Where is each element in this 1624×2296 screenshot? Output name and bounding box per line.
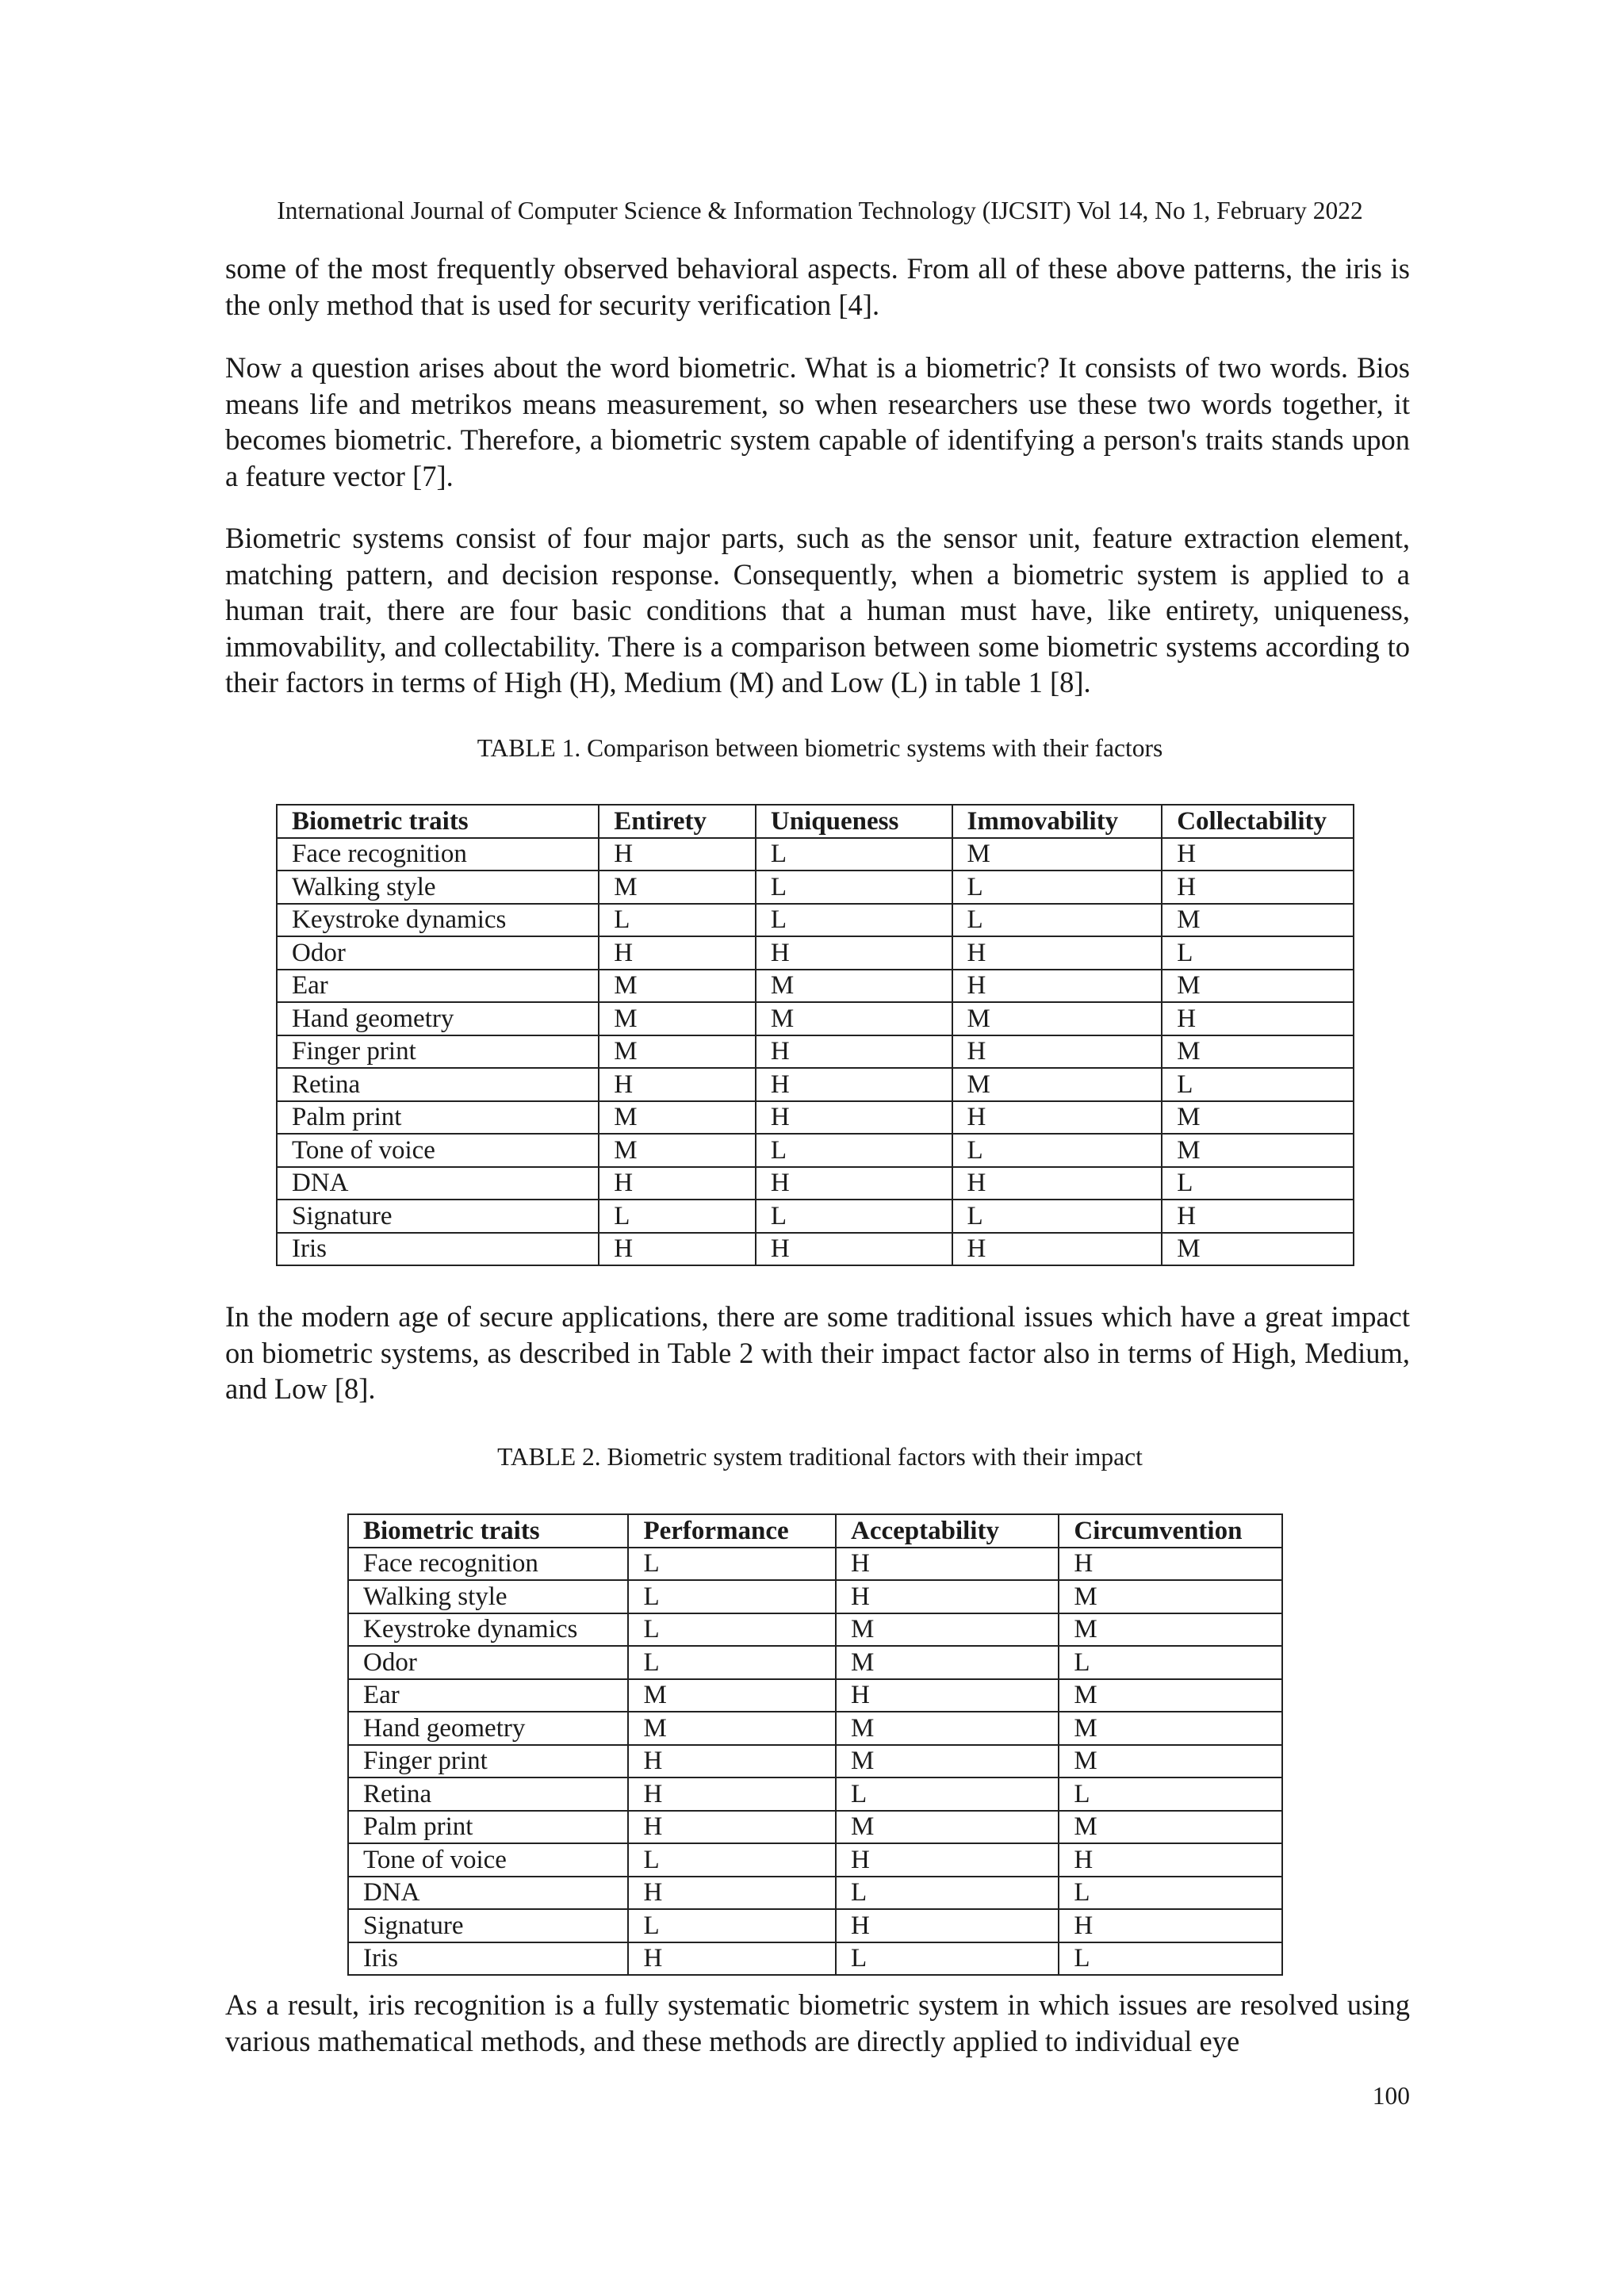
- table2-row: [348, 1646, 1282, 1679]
- table1-header-row: [277, 805, 1354, 838]
- table1-rating-cell: M: [952, 838, 1162, 871]
- table2-trait-cell: Hand geometry: [348, 1712, 628, 1745]
- table1-trait-cell: Odor: [277, 936, 599, 970]
- table2-trait-cell: Iris: [348, 1942, 628, 1976]
- table2-rating-cell: M: [628, 1679, 836, 1712]
- table1-rating-cell: M: [599, 1101, 756, 1135]
- table1-header-cell: Immovability: [952, 805, 1162, 838]
- table1-rating-cell: M: [599, 871, 756, 904]
- table1-rating-cell: H: [1162, 1002, 1354, 1035]
- paragraph-intro-continuation: some of the most frequently observed behavioral aspects. From all of these above patterns, the iris is the only method that is used for security verification [4].: [225, 252, 1410, 321]
- table2-rating-cell: L: [628, 1646, 836, 1679]
- table2-rating-cell: H: [1059, 1843, 1282, 1877]
- table1-rating-cell: M: [599, 970, 756, 1003]
- table2-row: [348, 1877, 1282, 1910]
- table1-rating-cell: H: [756, 1035, 952, 1069]
- table2-row: [348, 1712, 1282, 1745]
- table2-rating-cell: M: [1059, 1580, 1282, 1613]
- table2-row: [348, 1580, 1282, 1613]
- table2-trait-cell: Signature: [348, 1909, 628, 1942]
- table2-rating-cell: L: [1059, 1942, 1282, 1976]
- table2-rating-cell: L: [836, 1777, 1059, 1811]
- table1-body: [277, 838, 1354, 1266]
- table2-rating-cell: H: [628, 1942, 836, 1976]
- table2-header-cell: Acceptability: [836, 1514, 1059, 1548]
- table1-rating-cell: M: [1162, 1035, 1354, 1069]
- table1-header-cell: Uniqueness: [756, 805, 952, 838]
- table2-trait-cell: Palm print: [348, 1811, 628, 1844]
- table2-row: [348, 1548, 1282, 1581]
- table2-header-cell: Performance: [628, 1514, 836, 1548]
- table1-trait-cell: Walking style: [277, 871, 599, 904]
- table1-row: [277, 1167, 1354, 1200]
- table1-rating-cell: M: [599, 1035, 756, 1069]
- table1-rating-cell: L: [756, 1200, 952, 1233]
- table1-row: [277, 1068, 1354, 1101]
- table2-rating-cell: M: [1059, 1613, 1282, 1647]
- table2-rating-cell: H: [836, 1843, 1059, 1877]
- table1: [276, 804, 1354, 1266]
- paragraph-traditional-issues: In the modern age of secure applications, there are some traditional issues which have a great impact on biometric systems, as described in Table 2 with their impact factor also in terms of High, Medium, and Low [8].: [225, 1300, 1410, 1405]
- table1-trait-cell: Retina: [277, 1068, 599, 1101]
- table1-rating-cell: H: [1162, 838, 1354, 871]
- table1-rating-cell: H: [952, 1101, 1162, 1135]
- table2-row: [348, 1745, 1282, 1778]
- table1-rating-cell: H: [1162, 1200, 1354, 1233]
- table1-header-cell: Entirety: [599, 805, 756, 838]
- paragraph-iris-conclusion: As a result, iris recognition is a fully systematic biometric system in which issues are resolved using various mathematical methods, and these methods are directly applied to individual eye: [225, 1988, 1410, 2057]
- table1-trait-cell: Ear: [277, 970, 599, 1003]
- running-header: International Journal of Computer Science & Information Technology (IJCSIT) Vol 14, No 1, February 2022: [277, 197, 1363, 224]
- paragraph-biometric-parts: Biometric systems consist of four major parts, such as the sensor unit, feature extraction element, matching pattern, and decision response. Consequently, when a biometric system is applied to a human trait, there are four basic conditions that a human must have, like entirety, uniqueness, immovability, and collectability. There is a comparison between some biometric systems according to their factors in terms of High (H), Medium (M) and Low (L) in table 1 [8].: [225, 522, 1410, 698]
- table2-row: [348, 1613, 1282, 1647]
- table2-rating-cell: H: [628, 1811, 836, 1844]
- table2-rating-cell: H: [836, 1679, 1059, 1712]
- table2-trait-cell: Odor: [348, 1646, 628, 1679]
- table1-rating-cell: M: [952, 1068, 1162, 1101]
- table1-trait-cell: Finger print: [277, 1035, 599, 1069]
- table1-rating-cell: M: [952, 1002, 1162, 1035]
- table1-trait-cell: Palm print: [277, 1101, 599, 1135]
- table2-rating-cell: H: [1059, 1909, 1282, 1942]
- table2-rating-cell: L: [1059, 1777, 1282, 1811]
- table1-rating-cell: H: [599, 838, 756, 871]
- table1-caption: TABLE 1. Comparison between biometric systems with their factors: [477, 734, 1163, 762]
- table1-row: [277, 904, 1354, 937]
- table2-body: [348, 1548, 1282, 1976]
- table2-row: [348, 1942, 1282, 1976]
- table1-rating-cell: L: [952, 1200, 1162, 1233]
- table1-row: [277, 936, 1354, 970]
- table1-row: [277, 1134, 1354, 1167]
- table2-rating-cell: M: [628, 1712, 836, 1745]
- table2-rating-cell: H: [628, 1777, 836, 1811]
- table2-rating-cell: L: [1059, 1877, 1282, 1910]
- table1-rating-cell: L: [756, 1134, 952, 1167]
- table2-row: [348, 1811, 1282, 1844]
- table1-rating-cell: H: [756, 1233, 952, 1266]
- table1-rating-cell: L: [756, 871, 952, 904]
- table1-rating-cell: H: [952, 1035, 1162, 1069]
- table1-row: [277, 1101, 1354, 1135]
- table2-row: [348, 1777, 1282, 1811]
- table1-rating-cell: H: [952, 1233, 1162, 1266]
- table1-rating-cell: H: [599, 1068, 756, 1101]
- table1-header-cell: Biometric traits: [277, 805, 599, 838]
- table1-trait-cell: Face recognition: [277, 838, 599, 871]
- table2-header-row: [348, 1514, 1282, 1548]
- table2-trait-cell: DNA: [348, 1877, 628, 1910]
- table2-rating-cell: M: [1059, 1712, 1282, 1745]
- table1-rating-cell: M: [756, 970, 952, 1003]
- table1-rating-cell: M: [756, 1002, 952, 1035]
- table1-rating-cell: H: [952, 1167, 1162, 1200]
- table2-rating-cell: L: [628, 1843, 836, 1877]
- table2-trait-cell: Keystroke dynamics: [348, 1613, 628, 1647]
- table1-rating-cell: L: [952, 871, 1162, 904]
- table1-rating-cell: H: [756, 1101, 952, 1135]
- table1-rating-cell: M: [599, 1002, 756, 1035]
- table1-rating-cell: H: [952, 936, 1162, 970]
- table1-row: [277, 1035, 1354, 1069]
- table1-row: [277, 1002, 1354, 1035]
- table1-row: [277, 871, 1354, 904]
- table1-rating-cell: H: [756, 936, 952, 970]
- table1-rating-cell: L: [1162, 936, 1354, 970]
- table1-row: [277, 1200, 1354, 1233]
- table1-rating-cell: M: [599, 1134, 756, 1167]
- table1-rating-cell: L: [1162, 1167, 1354, 1200]
- table1-rating-cell: H: [599, 1167, 756, 1200]
- table2-rating-cell: L: [628, 1548, 836, 1581]
- table1-trait-cell: Hand geometry: [277, 1002, 599, 1035]
- table1-row: [277, 1233, 1354, 1266]
- table2-rating-cell: H: [836, 1580, 1059, 1613]
- table2-rating-cell: M: [1059, 1745, 1282, 1778]
- table2-trait-cell: Walking style: [348, 1580, 628, 1613]
- table2-rating-cell: H: [1059, 1548, 1282, 1581]
- page-number: 100: [1372, 2082, 1410, 2110]
- table2-rating-cell: L: [628, 1580, 836, 1613]
- table1-rating-cell: H: [756, 1068, 952, 1101]
- table2-rating-cell: L: [1059, 1646, 1282, 1679]
- table2-rating-cell: H: [836, 1548, 1059, 1581]
- table1-trait-cell: Signature: [277, 1200, 599, 1233]
- table1-rating-cell: H: [599, 1233, 756, 1266]
- table2-rating-cell: L: [628, 1909, 836, 1942]
- table2-rating-cell: H: [628, 1745, 836, 1778]
- table2-rating-cell: H: [628, 1877, 836, 1910]
- table1-row: [277, 970, 1354, 1003]
- table1-rating-cell: M: [1162, 904, 1354, 937]
- table2-caption: TABLE 2. Biometric system traditional factors with their impact: [497, 1443, 1143, 1471]
- table2-trait-cell: Face recognition: [348, 1548, 628, 1581]
- table1-rating-cell: H: [1162, 871, 1354, 904]
- table2-header-cell: Biometric traits: [348, 1514, 628, 1548]
- table2-row: [348, 1843, 1282, 1877]
- table2-rating-cell: M: [836, 1712, 1059, 1745]
- table2-trait-cell: Ear: [348, 1679, 628, 1712]
- paragraph-biometric-definition: Now a question arises about the word biometric. What is a biometric? It consists of two words. Bios means life and metrikos means measurement, so when researchers use these two words together, it becomes biometric. Therefore, a biometric system capable of identifying a person's traits stands upon a feature vector [7].: [225, 351, 1410, 492]
- table1-rating-cell: M: [1162, 1233, 1354, 1266]
- table1-rating-cell: L: [952, 1134, 1162, 1167]
- table2-rating-cell: L: [836, 1942, 1059, 1976]
- table1-rating-cell: M: [1162, 1134, 1354, 1167]
- table1-rating-cell: M: [1162, 970, 1354, 1003]
- table2-rating-cell: M: [836, 1811, 1059, 1844]
- table2-rating-cell: M: [836, 1613, 1059, 1647]
- table2-rating-cell: M: [836, 1646, 1059, 1679]
- table1-rating-cell: M: [1162, 1101, 1354, 1135]
- table2-trait-cell: Finger print: [348, 1745, 628, 1778]
- table2-rating-cell: L: [836, 1877, 1059, 1910]
- table1-trait-cell: Keystroke dynamics: [277, 904, 599, 937]
- table2-rating-cell: M: [1059, 1811, 1282, 1844]
- table1-header-cell: Collectability: [1162, 805, 1354, 838]
- table1-rating-cell: L: [1162, 1068, 1354, 1101]
- table2-row: [348, 1909, 1282, 1942]
- table2-trait-cell: Tone of voice: [348, 1843, 628, 1877]
- table1-trait-cell: DNA: [277, 1167, 599, 1200]
- table1-row: [277, 838, 1354, 871]
- table2-header-cell: Circumvention: [1059, 1514, 1282, 1548]
- table1-rating-cell: H: [599, 936, 756, 970]
- table1-rating-cell: L: [599, 904, 756, 937]
- table1-rating-cell: H: [756, 1167, 952, 1200]
- table2-trait-cell: Retina: [348, 1777, 628, 1811]
- table1-rating-cell: L: [756, 838, 952, 871]
- table2-rating-cell: L: [628, 1613, 836, 1647]
- table1-rating-cell: L: [952, 904, 1162, 937]
- table1-rating-cell: H: [952, 970, 1162, 1003]
- table2: [347, 1513, 1283, 1976]
- table2-rating-cell: M: [1059, 1679, 1282, 1712]
- table2-row: [348, 1679, 1282, 1712]
- table1-trait-cell: Tone of voice: [277, 1134, 599, 1167]
- table1-rating-cell: L: [756, 904, 952, 937]
- table1-rating-cell: L: [599, 1200, 756, 1233]
- table1-trait-cell: Iris: [277, 1233, 599, 1266]
- table2-rating-cell: M: [836, 1745, 1059, 1778]
- table2-rating-cell: H: [836, 1909, 1059, 1942]
